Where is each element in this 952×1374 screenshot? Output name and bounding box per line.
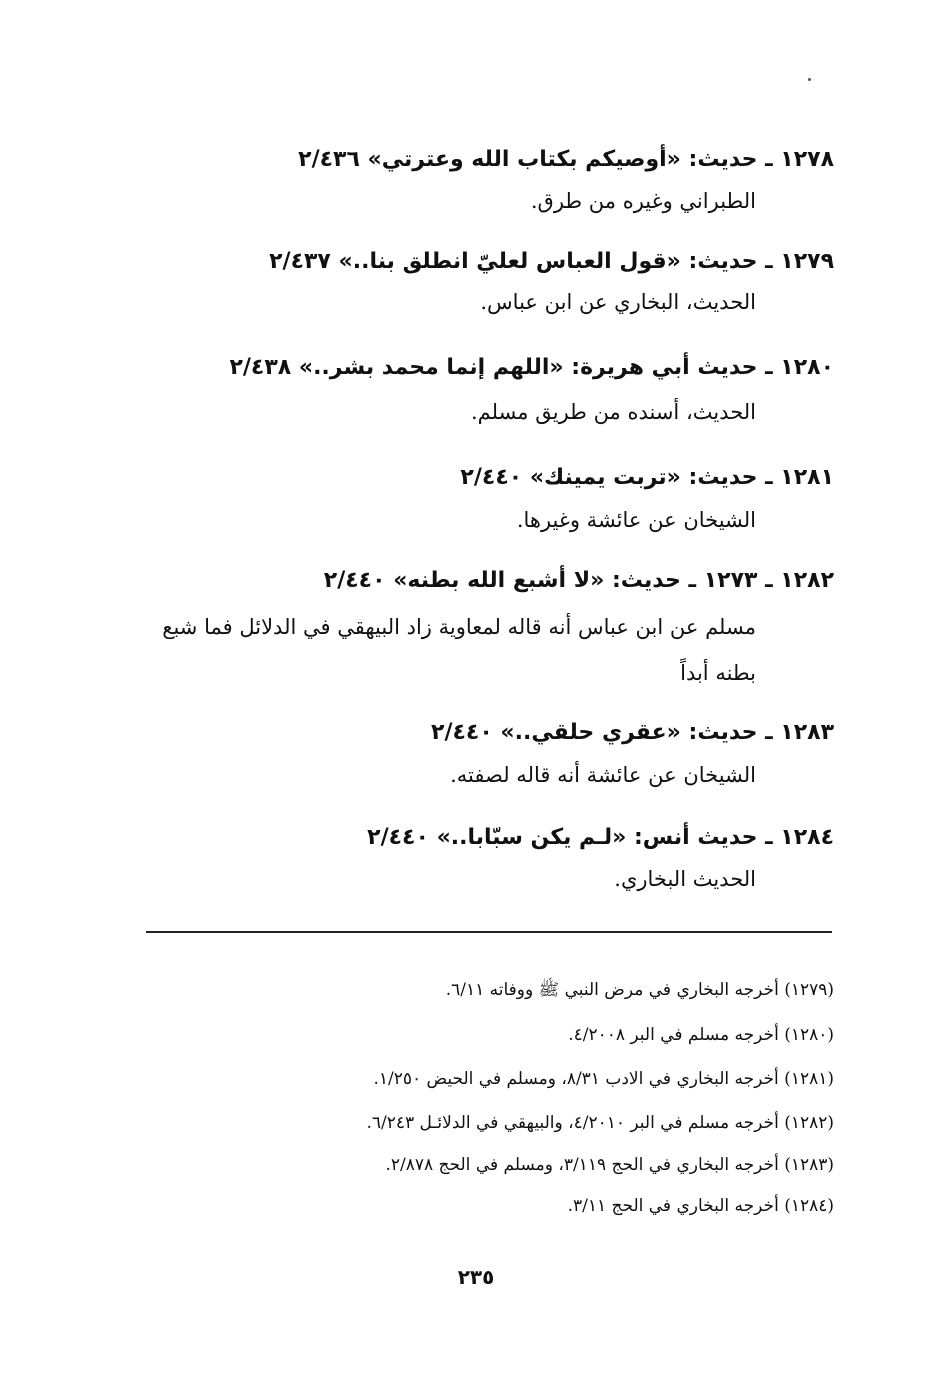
page-number: ٢٣٥ bbox=[457, 1265, 495, 1289]
footnote-1283: (١٢٨٣) أخرجه البخاري في الحج ٣/١١٩، ومسلم في الحج ٢/٨٧٨. bbox=[385, 1155, 834, 1175]
entry-1280-body: الحديث، أسنده من طريق مسلم. bbox=[470, 400, 756, 424]
footnote-1281: (١٢٨١) أخرجه البخاري في الادب ٨/٣١، ومسلم في الحيض ١/٢٥٠. bbox=[373, 1069, 834, 1089]
entry-1284-heading: ١٢٨٤ ـ حديث أنس: «لـم يكن سبّابا..» ٢/٤٤٠ bbox=[367, 825, 834, 850]
entry-1278-heading: ١٢٧٨ ـ حديث: «أوصيكم بكتاب الله وعترتي» ٢/٤٣٦ bbox=[298, 147, 834, 172]
footnote-1284: (١٢٨٤) أخرجه البخاري في الحج ٣/١١. bbox=[567, 1196, 834, 1216]
footnote-divider bbox=[146, 931, 832, 933]
stray-mark bbox=[808, 78, 811, 81]
entry-1279-body: الحديث، البخاري عن ابن عباس. bbox=[480, 290, 756, 314]
footnote-1282: (١٢٨٢) أخرجه مسلم في البر ٤/٢٠١٠، والبيهقي في الدلائـل ٦/٢٤٣. bbox=[366, 1113, 834, 1133]
entry-1279-heading: ١٢٧٩ ـ حديث: «قول العباس لعليّ انطلق بنا..» ٢/٤٣٧ bbox=[269, 249, 834, 274]
footnote-1279: (١٢٧٩) أخرجه البخاري في مرض النبي ﷺ ووفاته ٦/١١. bbox=[445, 980, 834, 1000]
entry-1282-body: مسلم عن ابن عباس أنه قاله لمعاوية زاد البيهقي في الدلائل فما شبع بطنه أبداً bbox=[162, 615, 756, 685]
footnote-1280: (١٢٨٠) أخرجه مسلم في البر ٤/٢٠٠٨. bbox=[568, 1025, 834, 1045]
entry-1281-body: الشيخان عن عائشة وغيرها. bbox=[516, 508, 756, 532]
entry-1283-body: الشيخان عن عائشة أنه قاله لصفته. bbox=[450, 763, 756, 787]
entry-1281-heading: ١٢٨١ ـ حديث: «تربت يمينك» ٢/٤٤٠ bbox=[460, 465, 834, 490]
entry-1278-body: الطبراني وغيره من طرق. bbox=[530, 189, 756, 213]
entry-1282-heading: ١٢٨٢ ـ ١٢٧٣ ـ حديث: «لا أشبع الله بطنه» ٢/٤٤٠ bbox=[323, 568, 834, 593]
entry-1283-heading: ١٢٨٣ ـ حديث: «عقري حلقي..» ٢/٤٤٠ bbox=[431, 720, 834, 745]
entry-1280-heading: ١٢٨٠ ـ حديث أبي هريرة: «اللهم إنما محمد بشر..» ٢/٤٣٨ bbox=[229, 355, 834, 380]
entry-1284-body: الحديث البخاري. bbox=[614, 867, 756, 891]
